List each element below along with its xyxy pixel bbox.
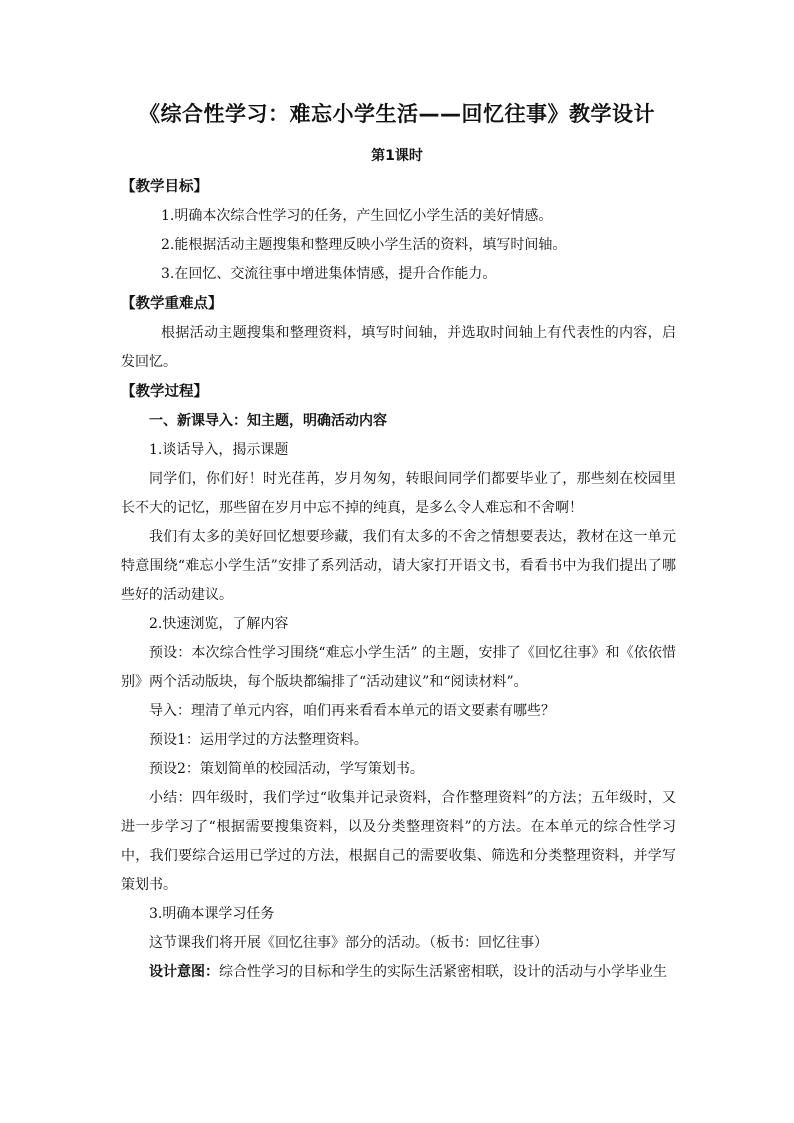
goal-item: 3.在回忆、交流往事中增进集体情感，提升合作能力。: [161, 266, 497, 282]
goal-item: 2.能根据活动主题搜集和整理反映小学生活的资料，填写时间轴。: [161, 237, 567, 253]
body-paragraph: 预设1：运用学过的方法整理资料。: [149, 732, 368, 748]
document-title: 《综合性学习：难忘小学生活——回忆往事》教学设计: [139, 102, 655, 126]
section-heading-keypoints: 【教学重难点】: [121, 296, 223, 312]
body-paragraph: 导入：理清了单元内容，咱们再来看看本单元的语文要素有哪些？: [149, 703, 555, 719]
goal-item: 1.明确本次综合性学习的任务，产生回忆小学生活的美好情感。: [161, 208, 553, 224]
body-paragraph: 我们有太多的美好回忆想要珍藏，我们有太多的不舍之情想要表达，教材在这一单元特意围绕“难忘小学生活”安排了系列活动，请大家打开语文书，看看书中为我们提出了哪些好的活动建议。: [121, 529, 676, 603]
substep-heading: 3.明确本课学习任务: [149, 906, 275, 922]
substep-heading: 1.谈话导入，揭示课题: [149, 442, 289, 458]
body-paragraph: 预设2：策划简单的校园活动，学写策划书。: [149, 761, 424, 777]
design-intent-text: 综合性学习的目标和学生的实际生活紧密相联，设计的活动与小学毕业生: [219, 964, 667, 980]
body-paragraph: 这节课我们将开展《回忆往事》部分的活动。（板书：回忆往事）: [149, 935, 548, 951]
body-paragraph: 预设：本次综合性学习围绕“难忘小学生活” 的主题，安排了《回忆往事》和《依依惜别》两个活动版块，每个版块都编排了“活动建议”和“阅读材料”。: [121, 645, 676, 690]
step-heading: 一、新课导入：知主题，明确活动内容: [149, 413, 387, 429]
section-heading-process: 【教学过程】: [121, 384, 208, 400]
document-body: [121, 172, 676, 987]
substep-heading: 2.快速浏览，了解内容: [149, 616, 289, 632]
design-intent-paragraph: [121, 958, 676, 987]
section-heading-goals: 【教学目标】: [121, 179, 208, 195]
keypoints-paragraph: 根据活动主题搜集和整理资料，填写时间轴，并选取时间轴上有代表性的内容，启发回忆。: [121, 325, 676, 370]
lesson-number: 第1课时: [371, 148, 423, 164]
body-paragraph: 小结：四年级时，我们学过“收集并记录资料，合作整理资料”的方法；五年级时，又进一步学习了“根据需要搜集资料，以及分类整理资料”的方法。在本单元的综合性学习中，我们要综合运用已学过的方法，根据自己的需要收集、筛选和分类整理资料，并学写策划书。: [121, 790, 676, 893]
body-paragraph: 同学们，你们好！时光荏苒，岁月匆匆，转眼间同学们都要毕业了，那些刻在校园里长不大的记忆，那些留在岁月中忘不掉的纯真，是多么令人难忘和不舍啊！: [121, 471, 676, 516]
design-intent-label: 设计意图：: [149, 964, 219, 980]
